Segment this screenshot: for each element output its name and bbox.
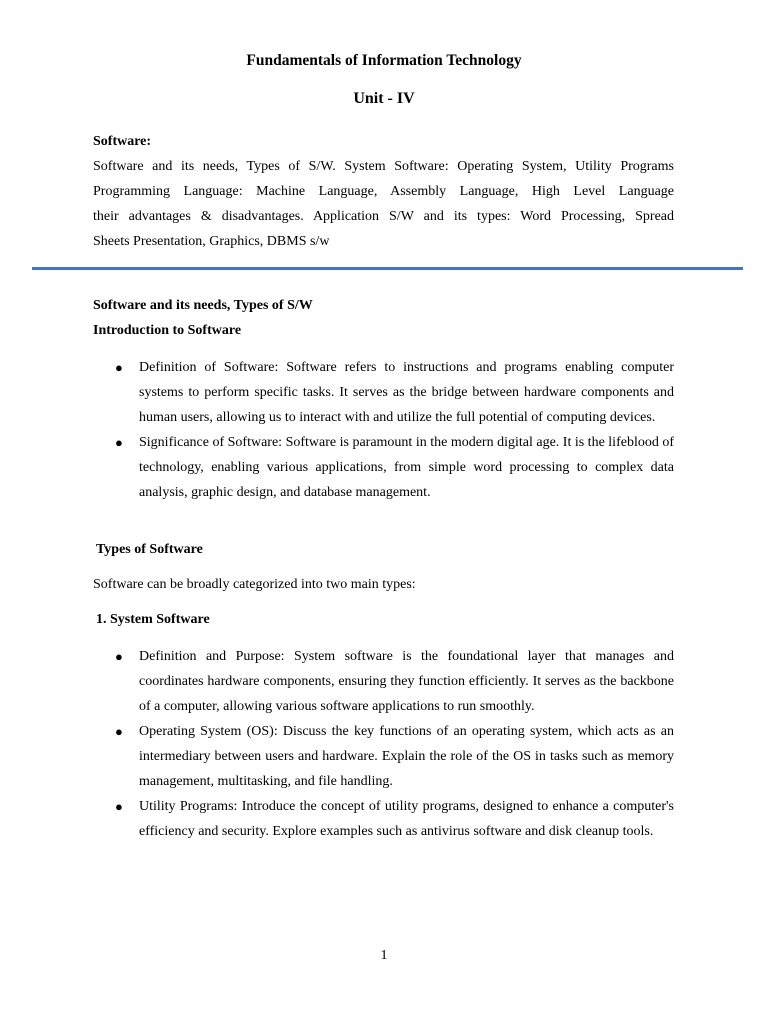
unit-heading: Unit - IV (353, 90, 415, 107)
types-intro: Software can be broadly categorized into two main types: (93, 577, 416, 592)
bullet-icon: ● (115, 799, 123, 814)
list-item (93, 644, 674, 719)
page-number: 1 (380, 948, 388, 963)
bullet-text: Definition of Software: Software refers to instructions and programs enabling computer systems to perform specific tasks. It serves as the bridge between hardware components and human users, allowing us to interact with and utilize the full potential of computing devices. (139, 360, 674, 425)
syllabus-block (93, 129, 674, 254)
syllabus-line: Software and its needs, Types of S/W. System Software: Operating System, Utility Programs (93, 159, 674, 174)
bullet-icon: ● (115, 649, 123, 664)
list-item (93, 430, 674, 505)
list-item (93, 355, 674, 430)
section-heading: Software and its needs, Types of S/W (93, 298, 313, 313)
syllabus-line: their advantages & disadvantages. Application S/W and its types: Word Processing, Spread (93, 209, 674, 224)
list-item (93, 719, 674, 794)
bullet-text: Utility Programs: Introduce the concept of utility programs, designed to enhance a computer's efficiency and security. Explore examples such as antivirus software and disk cleanup tools. (139, 799, 674, 839)
bullet-text: Operating System (OS): Discuss the key functions of an operating system, which acts as an intermediary between users and hardware. Explain the role of the OS in tasks such as memory management, multitasking, and file handling. (139, 724, 674, 789)
bullet-icon: ● (115, 360, 123, 375)
list-item (93, 794, 674, 844)
bullet-icon: ● (115, 724, 123, 739)
system-bullet-list (93, 644, 674, 844)
types-heading: Types of Software (96, 542, 203, 557)
system-software-heading: 1. System Software (96, 612, 210, 627)
bullet-text: Definition and Purpose: System software is the foundational layer that manages and coordinates hardware components, ensuring they function efficiently. It serves as the backbone of a computer, allowing various software applications to run smoothly. (139, 649, 674, 714)
intro-bullet-list (93, 355, 674, 505)
syllabus-heading: Software: (93, 134, 152, 149)
bullet-text: Significance of Software: Software is paramount in the modern digital age. It is the lifeblood of technology, enabling various applications, from simple word processing to complex data analysis, graphic design, and database management. (139, 435, 674, 500)
section-divider (32, 267, 743, 270)
syllabus-line: Sheets Presentation, Graphics, DBMS s/w (93, 234, 330, 249)
bullet-icon: ● (115, 435, 123, 450)
section-subheading: Introduction to Software (93, 323, 242, 338)
document-title: Fundamentals of Information Technology (246, 52, 522, 69)
syllabus-line: Programming Language: Machine Language, Assembly Language, High Level Language (93, 184, 674, 199)
